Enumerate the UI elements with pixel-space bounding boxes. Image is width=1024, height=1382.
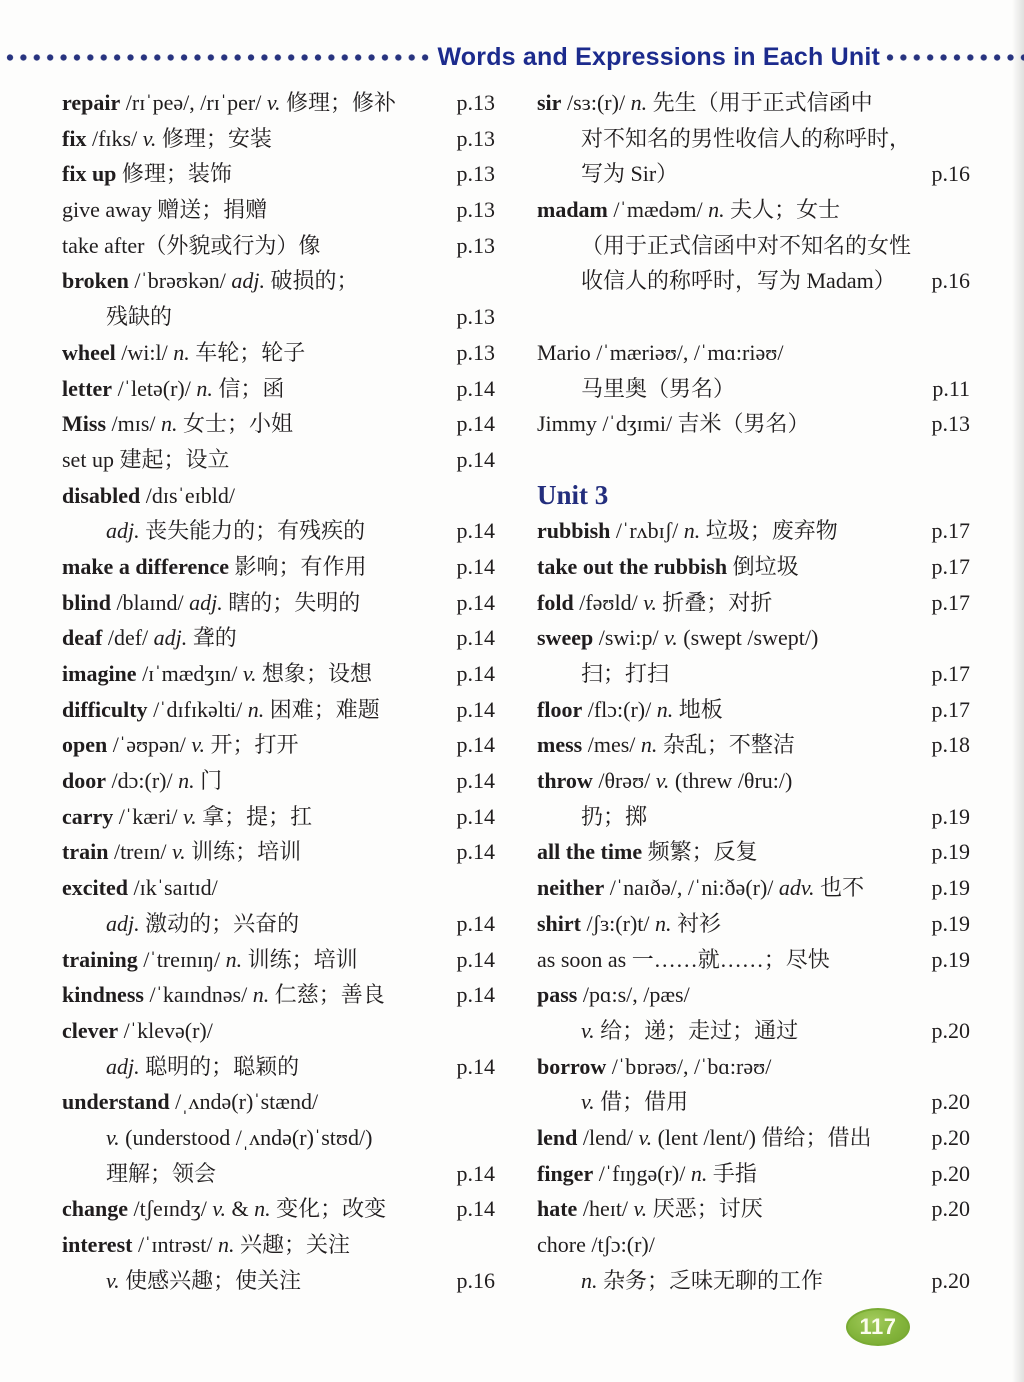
entry-line (62, 406, 495, 442)
entry-text: v. 使感兴趣；使关注 (106, 1267, 302, 1293)
entry-text: 理解；领会 (106, 1160, 217, 1186)
entry-text: （用于正式信函中对不知名的女性 (581, 232, 912, 258)
page-ref: p.20 (931, 1124, 970, 1150)
entry-text: v. 借；借用 (581, 1089, 689, 1115)
entry-line (62, 727, 495, 763)
entry-text: as soon as 一……就……；尽快 (537, 946, 830, 972)
entry-line (62, 1084, 495, 1120)
entry-text: mess /mes/ n. 杂乱；不整洁 (537, 732, 795, 758)
entry-text: v. (understood /ˌʌndə(r)ˈstʊd/) (106, 1124, 373, 1150)
page-header (6, 40, 1024, 74)
entry-line (62, 1013, 495, 1049)
entry-line (62, 1156, 495, 1192)
entry-text: 扔；掷 (581, 803, 648, 829)
entry-line (537, 1156, 970, 1192)
entry-text: kindness /ˈkaɪndnəs/ n. 仁慈；善良 (62, 982, 385, 1008)
page-ref: p.20 (931, 1196, 970, 1222)
scan-edge-shadow (1012, 0, 1024, 1382)
entry-text: door /dɔ:(r)/ n. 门 (62, 768, 223, 794)
entry-text: broken /ˈbrəʊkən/ adj. 破损的； (62, 268, 359, 294)
page-ref: p.16 (931, 268, 970, 294)
entry-text: chore /tʃɔ:(r)/ (537, 1232, 655, 1257)
entry-line (62, 1049, 495, 1085)
entry-text: sir /sɜ:(r)/ n. 先生（用于正式信函中 (537, 90, 873, 115)
entry-text: shirt /ʃɜ:(r)t/ n. 衬衫 (537, 910, 722, 936)
entry-text: disabled /dɪsˈeɪbld/ (62, 482, 235, 508)
entry-text: pass /pɑ:s/, /pæs/ (537, 982, 690, 1008)
page-number-badge: 117 (846, 1308, 910, 1346)
entry-line (62, 620, 495, 656)
entry-line (537, 335, 970, 371)
entry-line (62, 870, 495, 906)
entry-text: throw /θrəʊ/ v. (threw /θru:/) (537, 768, 793, 794)
entry-text: 对不知名的男性收信人的称呼时， (581, 125, 912, 151)
entry-line (62, 335, 495, 371)
entry-line (62, 1120, 495, 1156)
entry-line (62, 549, 495, 585)
page-ref: p.20 (931, 1267, 970, 1293)
entry-text: give away 赠送；捐赠 (62, 197, 268, 223)
entry-line (537, 1263, 970, 1299)
column-gap (537, 299, 970, 335)
entry-line (537, 763, 970, 799)
entry-text: 收信人的称呼时，写为 Madam） (581, 268, 896, 294)
entry-line (62, 192, 495, 228)
entry-text: fix /fɪks/ v. 修理；安装 (62, 125, 272, 151)
entry-line (62, 478, 495, 514)
entry-text: v. 给；递；走过；通过 (581, 1017, 799, 1043)
entry-text: deaf /def/ adj. 聋的 (62, 625, 237, 651)
entry-line (537, 121, 970, 157)
entry-line (62, 834, 495, 870)
page-ref: p.14 (456, 1053, 495, 1079)
page-ref: p.13 (456, 197, 495, 223)
entry-line (62, 977, 495, 1013)
column-gap (537, 442, 970, 478)
page-ref: p.14 (456, 696, 495, 722)
entry-text: interest /ˈɪntrəst/ n. 兴趣；关注 (62, 1232, 351, 1257)
entry-line (537, 513, 970, 549)
page-ref: p.14 (456, 768, 495, 794)
entry-text: clever /ˈklevə(r)/ (62, 1017, 213, 1043)
page-ref: p.16 (931, 161, 970, 187)
entry-text: lend /lend/ v. (lent /lent/) 借给；借出 (537, 1124, 872, 1150)
page-ref: p.14 (456, 446, 495, 472)
entry-text: adj. 聪明的；聪颖的 (106, 1053, 300, 1079)
page-ref: p.13 (456, 161, 495, 187)
page-ref: p.13 (456, 304, 495, 330)
entry-text: take out the rubbish 倒垃圾 (537, 553, 799, 579)
entry-line (62, 263, 495, 299)
left-column (62, 85, 495, 1298)
entry-text: wheel /wi:l/ n. 车轮；轮子 (62, 339, 306, 365)
entry-line (537, 906, 970, 942)
entry-line (62, 299, 495, 335)
entry-line (537, 977, 970, 1013)
page-ref: p.14 (456, 910, 495, 936)
entry-line (537, 263, 970, 299)
entry-line (537, 1191, 970, 1227)
entry-line (62, 585, 495, 621)
page-ref: p.14 (456, 625, 495, 651)
entry-line (62, 763, 495, 799)
page-ref: p.20 (931, 1017, 970, 1043)
right-column (537, 85, 970, 1298)
entry-text: adj. 激动的；兴奋的 (106, 910, 300, 936)
page-ref: p.14 (456, 375, 495, 401)
entry-text: training /ˈtreɪnɪŋ/ n. 训练；培训 (62, 946, 358, 972)
entry-text: neither /ˈnaɪðə/, /ˈni:ðə(r)/ adv. 也不 (537, 875, 865, 901)
entry-text: difficulty /ˈdɪfɪkəlti/ n. 困难；难题 (62, 696, 380, 722)
entry-text: rubbish /ˈrʌbɪʃ/ n. 垃圾；废弃物 (537, 518, 838, 544)
page-ref: p.14 (456, 803, 495, 829)
page-ref: p.17 (931, 518, 970, 544)
page-ref: p.11 (932, 375, 970, 401)
entry-line (62, 85, 495, 121)
entry-line (62, 513, 495, 549)
entry-text: take after（外貌或行为）像 (62, 232, 321, 258)
page-ref: p.17 (931, 553, 970, 579)
entry-line (537, 727, 970, 763)
entry-text: repair /rɪˈpeə/, /rɪˈper/ v. 修理；修补 (62, 90, 397, 115)
entry-line (537, 870, 970, 906)
entry-text: hate /heɪt/ v. 厌恶；讨厌 (537, 1196, 763, 1222)
entry-line (62, 156, 495, 192)
page-ref: p.14 (456, 732, 495, 758)
entry-line (537, 1013, 970, 1049)
page-ref: p.18 (931, 732, 970, 758)
entry-line (537, 1120, 970, 1156)
entry-line (62, 371, 495, 407)
entry-text: 马里奥（男名） (581, 375, 736, 401)
entry-line (62, 942, 495, 978)
entry-line (537, 228, 970, 264)
entry-text: Miss /mɪs/ n. 女士；小姐 (62, 411, 294, 437)
entry-text: fold /fəʊld/ v. 折叠；对折 (537, 589, 773, 615)
entry-text: train /treɪn/ v. 训练；培训 (62, 839, 302, 865)
page-ref: p.19 (931, 839, 970, 865)
page-ref: p.17 (931, 696, 970, 722)
entry-text: fix up 修理；装饰 (62, 161, 232, 187)
entry-text: change /tʃeɪndʒ/ v. & n. 变化；改变 (62, 1196, 387, 1222)
page-ref: p.14 (456, 1160, 495, 1186)
entry-line (62, 442, 495, 478)
entry-line (62, 121, 495, 157)
entry-line (537, 799, 970, 835)
entry-text: carry /ˈkæri/ v. 拿；提；扛 (62, 803, 313, 829)
entry-line (537, 692, 970, 728)
entry-line (537, 942, 970, 978)
entry-line (537, 192, 970, 228)
page-ref: p.13 (456, 232, 495, 258)
entry-text: Jimmy /ˈdʒɪmi/ 吉米（男名） (537, 411, 810, 437)
entry-line (537, 549, 970, 585)
page-ref: p.19 (931, 875, 970, 901)
page-ref: p.14 (456, 982, 495, 1008)
entry-text: adj. 丧失能力的；有残疾的 (106, 518, 366, 544)
entry-text: open /ˈəʊpən/ v. 开；打开 (62, 732, 299, 758)
page-ref: p.14 (456, 553, 495, 579)
page-ref: p.20 (931, 1160, 970, 1186)
entry-line (537, 1049, 970, 1085)
entry-text: 残缺的 (106, 304, 173, 330)
page-ref: p.14 (456, 946, 495, 972)
entry-text: letter /ˈletə(r)/ n. 信；函 (62, 375, 285, 401)
entry-line (62, 799, 495, 835)
entry-text: make a difference 影响；有作用 (62, 553, 367, 579)
page-ref: p.19 (931, 910, 970, 936)
page-ref: p.17 (931, 661, 970, 686)
entry-text: n. 杂务；乏味无聊的工作 (581, 1267, 824, 1293)
page-ref: p.14 (456, 518, 495, 544)
entry-text: understand /ˌʌndə(r)ˈstænd/ (62, 1089, 319, 1115)
entry-line (62, 1227, 495, 1263)
page-ref: p.19 (931, 946, 970, 972)
entry-text: blind /blaɪnd/ adj. 瞎的；失明的 (62, 589, 361, 615)
dotted-rule-left (6, 53, 431, 62)
entry-line (537, 156, 970, 192)
entry-line (537, 1084, 970, 1120)
entry-text: Mario /ˈmæriəʊ/, /ˈmɑ:riəʊ/ (537, 339, 784, 365)
entry-text: sweep /swi:p/ v. (swept /swept/) (537, 625, 819, 651)
entry-line (62, 1191, 495, 1227)
entry-text: excited /ɪkˈsaɪtɪd/ (62, 875, 218, 901)
page-ref: p.14 (456, 589, 495, 615)
entry-text: borrow /ˈbɒrəʊ/, /ˈbɑ:rəʊ/ (537, 1053, 772, 1079)
entry-line (62, 692, 495, 728)
header-title: Words and Expressions in Each Unit (437, 42, 880, 71)
entry-text: all the time 频繁；反复 (537, 839, 758, 865)
entry-line (537, 1227, 970, 1263)
entry-text: 扫；打扫 (581, 661, 670, 686)
entry-text: floor /flɔ:(r)/ n. 地板 (537, 696, 723, 722)
entry-line (537, 656, 970, 692)
page-ref: p.14 (456, 411, 495, 437)
entry-text: set up 建起；设立 (62, 446, 230, 472)
page-ref: p.13 (456, 90, 495, 115)
entry-line (537, 371, 970, 407)
page-ref: p.19 (931, 803, 970, 829)
entry-line (537, 620, 970, 656)
entry-text: finger /ˈfɪŋgə(r)/ n. 手指 (537, 1160, 757, 1186)
entry-line (62, 656, 495, 692)
page-ref: p.14 (456, 839, 495, 865)
page-ref: p.14 (456, 1196, 495, 1222)
unit-heading: Unit 3 (537, 479, 609, 510)
page-ref: p.13 (456, 125, 495, 151)
entry-line (537, 834, 970, 870)
page-ref: p.16 (456, 1267, 495, 1293)
page-ref: p.17 (931, 589, 970, 615)
entry-line (537, 406, 970, 442)
page-ref: p.14 (456, 661, 495, 686)
entry-line (537, 85, 970, 121)
entry-line (62, 1263, 495, 1299)
page-ref: p.20 (931, 1089, 970, 1115)
page-ref: p.13 (931, 411, 970, 437)
entry-text: 写为 Sir） (581, 161, 679, 187)
entry-line (62, 228, 495, 264)
entry-text: imagine /ɪˈmædʒɪn/ v. 想象；设想 (62, 661, 373, 686)
entry-text: madam /ˈmædəm/ n. 夫人；女士 (537, 197, 841, 223)
entry-line (537, 585, 970, 621)
page-ref: p.13 (456, 339, 495, 365)
dotted-rule-right (886, 53, 1024, 62)
entry-line (62, 906, 495, 942)
